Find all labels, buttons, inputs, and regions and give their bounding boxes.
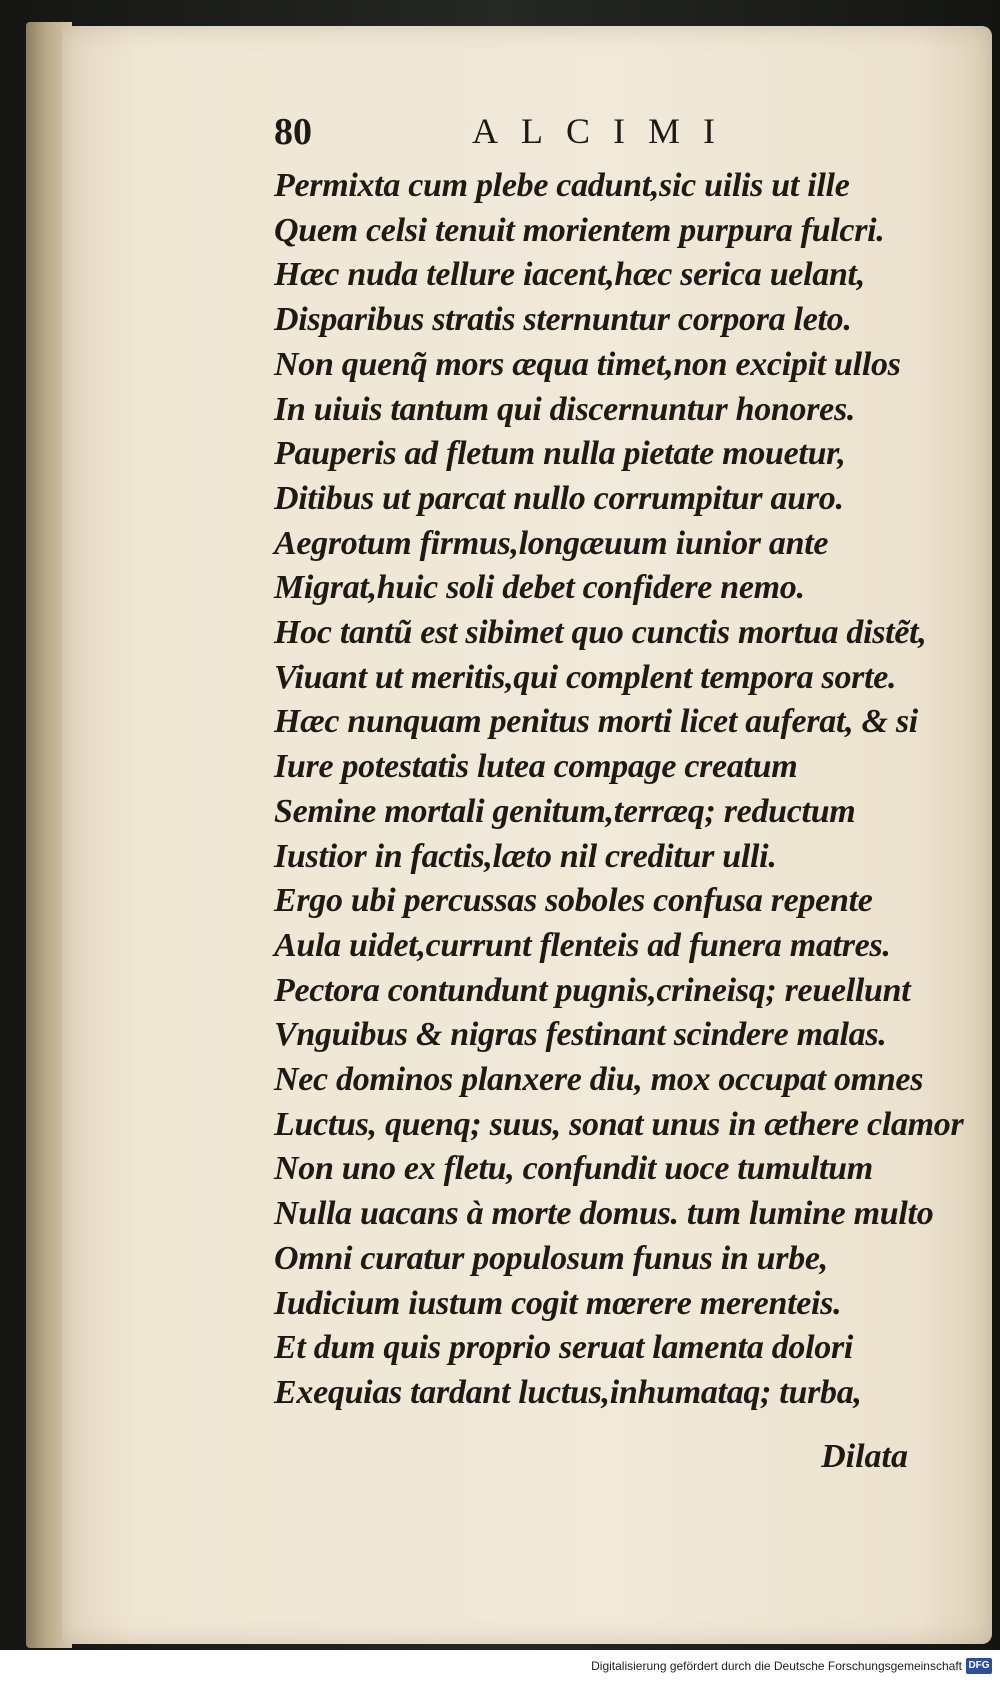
verse-line: Semine mortali genitum,terræq; reductum xyxy=(274,792,856,830)
verse-line: Non quenq̃ mors æqua timet,non excipit ullos xyxy=(274,345,901,383)
verse-line: Ditibus ut parcat nullo corrumpitur auro. xyxy=(274,479,844,517)
verse-line: Hæc nunquam penitus morti licet auferat, & si xyxy=(274,703,918,741)
verse-line: Vnguibus & nigras festinant scindere malas. xyxy=(274,1016,887,1054)
verse-line: Omni curatur populosum funus in urbe, xyxy=(274,1239,828,1277)
verse-line: Et dum quis proprio seruat lamenta dolori xyxy=(274,1329,854,1367)
verse-line: Iure potestatis lutea compage creatum xyxy=(274,748,798,786)
funding-credit: Digitalisierung gefördert durch die Deutsche Forschungsgemeinschaft xyxy=(591,1659,962,1673)
dfg-logo-icon: DFG xyxy=(966,1658,992,1674)
catchword: Dilata xyxy=(821,1438,908,1475)
verse-line: Iudicium iustum cogit mœrere merenteis. xyxy=(274,1284,842,1322)
page-number: 80 xyxy=(274,111,312,153)
book-page xyxy=(62,26,992,1644)
verse-line: Viuant ut meritis,qui complent tempora sorte. xyxy=(274,658,897,696)
verse-line: Quem celsi tenuit morientem purpura fulcri. xyxy=(274,211,885,249)
page-text-block xyxy=(274,100,974,1460)
verse-line: Pauperis ad fletum nulla pietate mouetur, xyxy=(274,435,846,473)
verse-line: Non uno ex fletu, confundit uoce tumultum xyxy=(274,1150,873,1188)
verse-line: Migrat,huic soli debet confidere nemo. xyxy=(274,569,805,607)
verse-line: In uiuis tantum qui discernuntur honores. xyxy=(274,390,856,428)
verse-line: Aegrotum firmus,longæuum iunior ante xyxy=(274,524,829,562)
verse-text xyxy=(274,164,974,1416)
verse-line: Hæc nuda tellure iacent,hæc serica uelant, xyxy=(274,256,865,294)
running-head xyxy=(274,100,934,164)
verse-line: Nec dominos planxere diu, mox occupat omnes xyxy=(274,1061,924,1099)
running-title: ALCIMI xyxy=(472,111,738,151)
verse-line: Permixta cum plebe cadunt,sic uilis ut ille xyxy=(274,167,850,204)
digitization-footer xyxy=(0,1650,1000,1684)
verse-line: Iustior in factis,læto nil creditur ulli. xyxy=(274,837,777,875)
verse-line: Hoc tantũ est sibimet quo cunctis mortua distẽt, xyxy=(274,614,927,652)
verse-line: Ergo ubi percussas soboles confusa repente xyxy=(274,882,873,920)
verse-line: Pectora contundunt pugnis,crineisq; reuellunt xyxy=(274,971,911,1009)
verse-line: Luctus, quenq; suus, sonat unus in æthere clamor xyxy=(274,1105,964,1143)
verse-line: Aula uidet,currunt flenteis ad funera matres. xyxy=(274,926,891,964)
verse-line: Exequias tardant luctus,inhumataq; turba, xyxy=(274,1373,862,1411)
verse-line: Disparibus stratis sternuntur corpora leto. xyxy=(274,301,852,339)
verse-line: Nulla uacans à morte domus. tum lumine multo xyxy=(274,1195,934,1233)
